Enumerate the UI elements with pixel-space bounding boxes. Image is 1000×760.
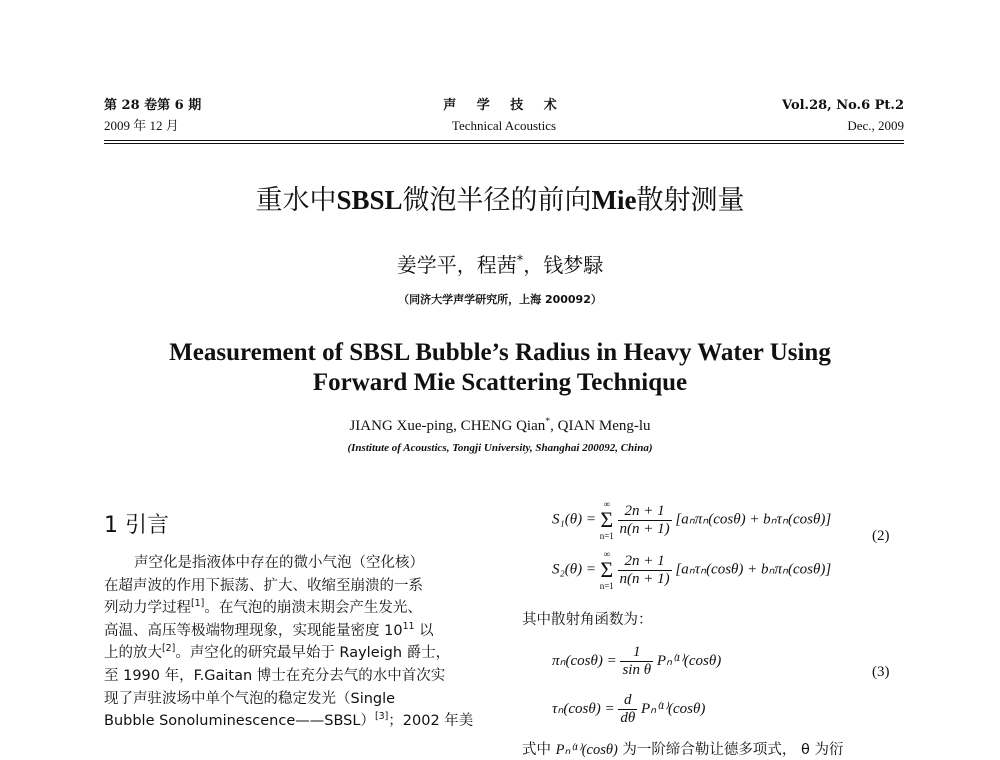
body-line: 在超声波的作用下振荡、扩大、收缩至崩溃的一系 (104, 577, 423, 594)
exponent: 11 (402, 620, 415, 632)
journal-name-cn: 声 学 技 术 (443, 98, 565, 113)
body-line: 高温、高压等极端物理现象，实现能量密度 $10^{11}$ 以 (104, 620, 434, 639)
section-title: 1 引言 (104, 513, 169, 538)
body-line: Bubble Sonoluminescence——SBSL）[3]；2002 年美 (104, 711, 474, 730)
equation-s1: S₁(θ) = ∞ Σ n=1 $\frac{2n + 1}{n(n + 1)}$ [aₙπₙ(cosθ) + bₙτₙ(cosθ)] (552, 499, 832, 541)
date-cn: 2009 年 12 月 (104, 118, 179, 133)
fraction: $\frac{1}{\text{sin θ}}$ (622, 644, 652, 678)
title-en-line1: Measurement of SBSL Bubble’s Radius in Heavy Water Using (169, 339, 831, 366)
authors-cn: 姜学平，程茜*，钱梦騄 (396, 253, 604, 277)
header-rule-bottom (104, 143, 904, 144)
journal-name-en: Technical Acoustics (451, 118, 557, 133)
header-rule-top (104, 140, 904, 141)
body-line: 列动力学过程[1]。在气泡的崩溃末期会产生发光、 (104, 598, 422, 617)
authors-en: JIANG Xue-ping, CHENG Qian*, QIAN Meng-lu (349, 416, 651, 434)
fraction: $\frac{d}{d\theta}$ (620, 692, 636, 726)
title-cn-mie: Mie (591, 185, 637, 215)
title-en-line2: Forward Mie Scattering Technique (312, 369, 688, 396)
equation-pi: πₙ(cosθ) = $\frac{1}{\text{sin θ}}$ Pₙ⁽¹⁾(cosθ) (552, 644, 722, 678)
summation: ∞ Σ n=1 (599, 549, 614, 591)
corresponding-mark-en: * (545, 416, 551, 427)
corresponding-mark-cn: * (516, 253, 524, 269)
title-en (0, 338, 1000, 398)
equation-number-3: (3) (872, 664, 890, 680)
citation-ref: [3] (374, 711, 389, 723)
equation-s2: S₂(θ) = ∞ Σ n=1 $\frac{2n + 1}{n(n + 1)}$ [aₙτₙ(cosθ) + bₙπₙ(cosθ)] (552, 549, 832, 591)
header-right (782, 96, 904, 136)
volume-issue-en: Vol.28, No.6 Pt.2 (782, 98, 904, 113)
header-block (104, 96, 904, 140)
title-cn-sbsl: SBSL (336, 185, 403, 215)
affiliation-en: (Institute of Acoustics, Tongji University, Shanghai 200092, China) (347, 442, 653, 454)
body-line: 至 1990 年，F.Gaitan 博士在充分去气的水中首次实 (104, 667, 446, 684)
volume-issue-cn: 第 28 卷第 6 期 (104, 98, 202, 113)
scattering-angle-intro: 其中散射角函数为： (522, 612, 653, 628)
equation-number-2: (2) (872, 528, 890, 544)
affiliation-cn: （同济大学声学研究所，上海 200092） (398, 293, 602, 306)
citation-ref: [2] (162, 643, 176, 655)
legendre-symbol: Pₙ⁽¹⁾(cosθ) (555, 742, 618, 758)
body-line: 上的放大[2]。声空化的研究最早始于 Rayleigh 爵士， (104, 643, 451, 662)
date-en: Dec., 2009 (847, 118, 904, 133)
legendre-description: 式中 Pₙ⁽¹⁾(cosθ) 为一阶缔合勒让德多项式， θ 为衍 (522, 742, 844, 758)
citation-ref: [1] (191, 598, 205, 610)
body-line: 现了声驻波场中单个气泡的稳定发光（Single (104, 690, 396, 707)
fraction: $\frac{2n + 1}{n(n + 1)}$ (619, 502, 670, 537)
body-paragraph (104, 552, 486, 733)
equation-tau: τₙ(cosθ) = $\frac{d}{d\theta}$ Pₙ⁽¹⁾(cosθ) (552, 692, 706, 726)
title-cn: 重水中SBSL微泡半径的前向Mie散射测量 (255, 185, 745, 216)
fraction: $\frac{2n + 1}{n(n + 1)}$ (619, 552, 670, 587)
summation: ∞ Σ n=1 (599, 499, 614, 541)
body-line: 声空化是指液体中存在的微小气泡（空化核） (134, 555, 424, 571)
